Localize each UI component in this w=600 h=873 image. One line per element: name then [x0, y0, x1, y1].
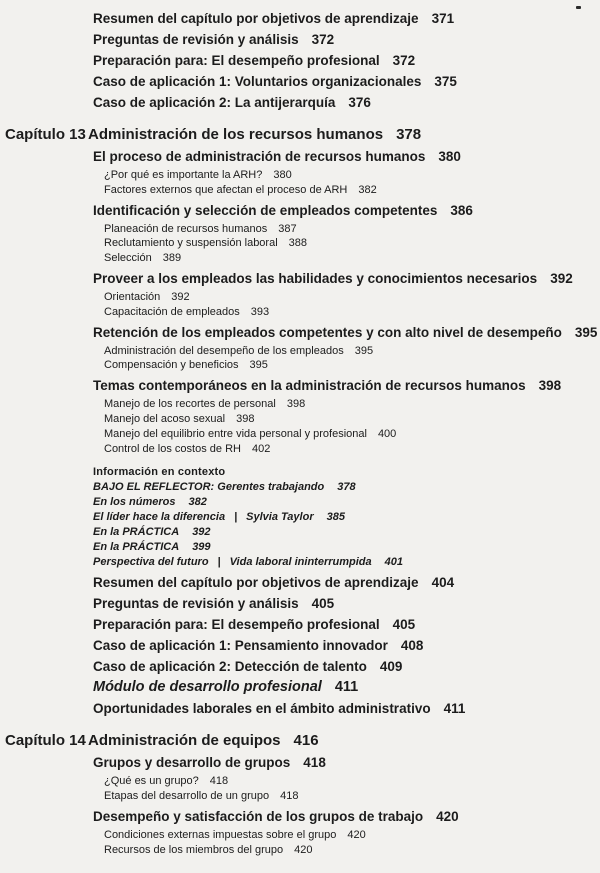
entry-title: Reclutamiento y suspensión laboral — [104, 237, 278, 250]
toc-entry — [5, 593, 600, 614]
entry-page-number: 398 — [286, 398, 306, 411]
entry-title: Selección — [104, 252, 152, 265]
chapter-label: Capítulo 13 — [5, 126, 86, 143]
entry-page-number: 405 — [392, 617, 416, 633]
entry-title: ¿Qué es un grupo? — [104, 775, 199, 788]
entry-title: Preparación para: El desempeño profesional — [93, 617, 380, 633]
entry-title: En los números — [93, 496, 176, 509]
toc-entry — [5, 71, 600, 92]
entry-page-number: 399 — [192, 541, 211, 554]
entry-page-number: 398 — [236, 412, 255, 425]
chapter-page-number: 416 — [293, 732, 319, 750]
entry-page-number: 392 — [550, 270, 573, 286]
entry-subtitle: Sylvia Taylor — [246, 511, 314, 524]
entry-page-number: 400 — [377, 427, 397, 440]
entry-page-number: 411 — [334, 679, 359, 696]
toc-entry — [5, 510, 600, 525]
toc-entry — [5, 412, 600, 427]
toc-entry — [5, 540, 600, 555]
entry-title: Orientación — [104, 290, 161, 303]
toc-entry — [5, 828, 600, 843]
chapter-heading — [5, 123, 600, 146]
scan-artifact-dot — [576, 6, 581, 9]
toc-entry — [5, 789, 600, 804]
entry-title: Manejo de los recortes de personal — [104, 398, 276, 411]
entry-page-number: 418 — [303, 755, 326, 771]
toc-entry — [5, 495, 600, 510]
toc-entry — [5, 322, 600, 343]
separator-bar: | — [217, 556, 221, 569]
chapter-label: Capítulo 14 — [5, 732, 86, 750]
toc-entry — [5, 375, 600, 396]
toc — [5, 8, 600, 858]
entry-title: Resumen del capítulo por objetivos de aprendizaje — [93, 575, 419, 591]
entry-title: Temas contemporáneos en la administración de recursos humanos — [93, 378, 526, 394]
entry-page-number: 418 — [209, 775, 229, 788]
toc-entry — [5, 146, 600, 167]
toc-entry — [5, 251, 600, 266]
entry-page-number: 378 — [337, 481, 356, 494]
toc-entry — [5, 397, 600, 412]
entry-page-number: 372 — [392, 53, 416, 68]
entry-page-number: 409 — [379, 659, 403, 675]
entry-title: Caso de aplicación 2: Detección de talento — [93, 659, 367, 675]
entry-title: Retención de los empleados competentes y con alto nivel de desempeño — [93, 324, 562, 340]
entry-page-number: 393 — [250, 305, 270, 318]
entry-title: Resumen del capítulo por objetivos de aprendizaje — [93, 11, 419, 26]
entry-page-number: 402 — [251, 442, 271, 455]
entry-page-number: 382 — [188, 496, 207, 509]
entry-page-number: 380 — [273, 169, 292, 181]
toc-entry — [5, 614, 600, 635]
entry-title: Identificación y selección de empleados competentes — [93, 202, 438, 218]
entry-page-number: 401 — [384, 556, 403, 569]
entry-title: Desempeño y satisfacción de los grupos de trabajo — [93, 808, 424, 824]
toc-entry — [5, 305, 600, 320]
toc-entry — [5, 50, 600, 71]
chapter-section — [5, 729, 600, 857]
entry-title: Proveer a los empleados las habilidades y conocimientos necesarios — [93, 270, 538, 286]
entry-page-number: 408 — [400, 638, 424, 654]
toc-entry — [5, 635, 600, 656]
entry-page-number: 375 — [434, 74, 457, 89]
toc-entry — [5, 344, 600, 359]
entry-page-number: 398 — [538, 378, 562, 394]
entry-title: Caso de aplicación 1: Pensamiento innovador — [93, 638, 388, 654]
chapter-title: Administración de equipos — [88, 732, 281, 750]
toc-entry — [5, 555, 600, 570]
toc-entry — [5, 222, 600, 237]
entry-page-number: 372 — [311, 32, 335, 47]
entry-title: Administración del desempeño de los empleados — [104, 344, 344, 357]
toc-entry — [5, 677, 600, 698]
entry-title: El proceso de administración de recursos humanos — [93, 149, 426, 164]
entry-title: En la PRÁCTICA — [93, 541, 180, 554]
toc-entry — [5, 698, 600, 719]
entry-title: Manejo del acoso sexual — [104, 412, 226, 425]
toc-entry — [5, 656, 600, 677]
entry-title: ¿Por qué es importante la ARH? — [104, 169, 263, 181]
toc-entry — [5, 774, 600, 789]
entry-page-number: 404 — [431, 575, 455, 591]
entry-title: Factores externos que afectan el proceso de ARH — [104, 183, 348, 196]
entry-page-number: 420 — [294, 843, 313, 856]
entry-title: Preguntas de revisión y análisis — [93, 32, 299, 47]
entry-page-number: 420 — [347, 828, 366, 841]
entry-page-number: 386 — [450, 202, 473, 218]
entry-title: El líder hace la diferencia — [93, 511, 226, 524]
toc-entry — [5, 92, 600, 113]
entry-title: Recursos de los miembros del grupo — [104, 843, 284, 856]
entry-subtitle: Vida laboral ininterrumpida — [229, 556, 372, 569]
toc-entry — [5, 572, 600, 593]
toc-entry — [5, 268, 600, 289]
entry-title: En la PRÁCTICA — [93, 526, 180, 539]
chapter-title: Administración de los recursos humanos — [88, 126, 384, 143]
toc-entry — [5, 29, 600, 50]
entry-page-number: 405 — [311, 596, 335, 612]
entry-page-number: 411 — [443, 701, 466, 717]
entry-title: Perspectiva del futuro — [93, 556, 209, 569]
chapter-page-number: 378 — [396, 126, 422, 143]
entry-page-number: 395 — [249, 359, 268, 372]
toc-entry — [5, 442, 600, 457]
entry-page-number: 380 — [438, 149, 461, 164]
entry-page-number: 385 — [326, 511, 345, 524]
entry-page-number: 418 — [280, 790, 299, 803]
toc-entry — [5, 236, 600, 251]
entry-title: Compensación y beneficios — [104, 359, 239, 372]
entry-page-number: 371 — [431, 11, 455, 26]
entry-page-number: 388 — [288, 237, 308, 250]
toc-section — [5, 8, 600, 113]
toc-entry — [5, 183, 600, 198]
entry-page-number: 376 — [348, 95, 371, 110]
entry-page-number: 392 — [171, 290, 190, 303]
chapter-heading — [5, 729, 600, 752]
entry-title: Capacitación de empleados — [104, 305, 240, 318]
entry-title: Grupos y desarrollo de grupos — [93, 755, 291, 771]
entry-page-number: 395 — [574, 324, 598, 340]
entry-title: Planeación de recursos humanos — [104, 222, 268, 235]
toc-entry — [5, 290, 600, 305]
entry-title: Módulo de desarrollo profesional — [93, 679, 322, 696]
entry-page-number: 420 — [436, 808, 459, 824]
separator-bar: | — [234, 511, 238, 524]
entry-title: Caso de aplicación 2: La antijerarquía — [93, 95, 336, 110]
entry-title: Preparación para: El desempeño profesional — [93, 53, 380, 68]
entry-title: BAJO EL REFLECTOR: Gerentes trabajando — [93, 481, 325, 494]
toc-entry — [5, 843, 600, 858]
entry-title: Preguntas de revisión y análisis — [93, 596, 299, 612]
entry-title: Manejo del equilibrio entre vida personal y profesional — [104, 427, 367, 440]
toc-entry — [5, 525, 600, 540]
toc-entry — [5, 200, 600, 221]
entry-title: Control de los costos de RH — [104, 442, 241, 455]
toc-entry — [5, 465, 600, 480]
toc-entry — [5, 480, 600, 495]
entry-title: Información en contexto — [93, 466, 226, 479]
entry-page-number: 395 — [354, 344, 374, 357]
toc-entry — [5, 427, 600, 442]
entry-page-number: 382 — [358, 183, 377, 196]
entry-title: Oportunidades laborales en el ámbito administrativo — [93, 701, 431, 717]
entry-title: Condiciones externas impuestas sobre el grupo — [104, 828, 337, 841]
toc-entry — [5, 168, 600, 183]
toc-entry — [5, 358, 600, 373]
entry-title: Etapas del desarrollo de un grupo — [104, 790, 270, 803]
toc-entry — [5, 8, 600, 29]
chapter-section — [5, 123, 600, 719]
entry-page-number: 387 — [278, 222, 297, 235]
toc-entry — [5, 806, 600, 827]
entry-title: Caso de aplicación 1: Voluntarios organizacionales — [93, 74, 422, 89]
toc-entry — [5, 752, 600, 773]
entry-page-number: 389 — [162, 252, 182, 265]
entry-page-number: 392 — [192, 526, 211, 539]
